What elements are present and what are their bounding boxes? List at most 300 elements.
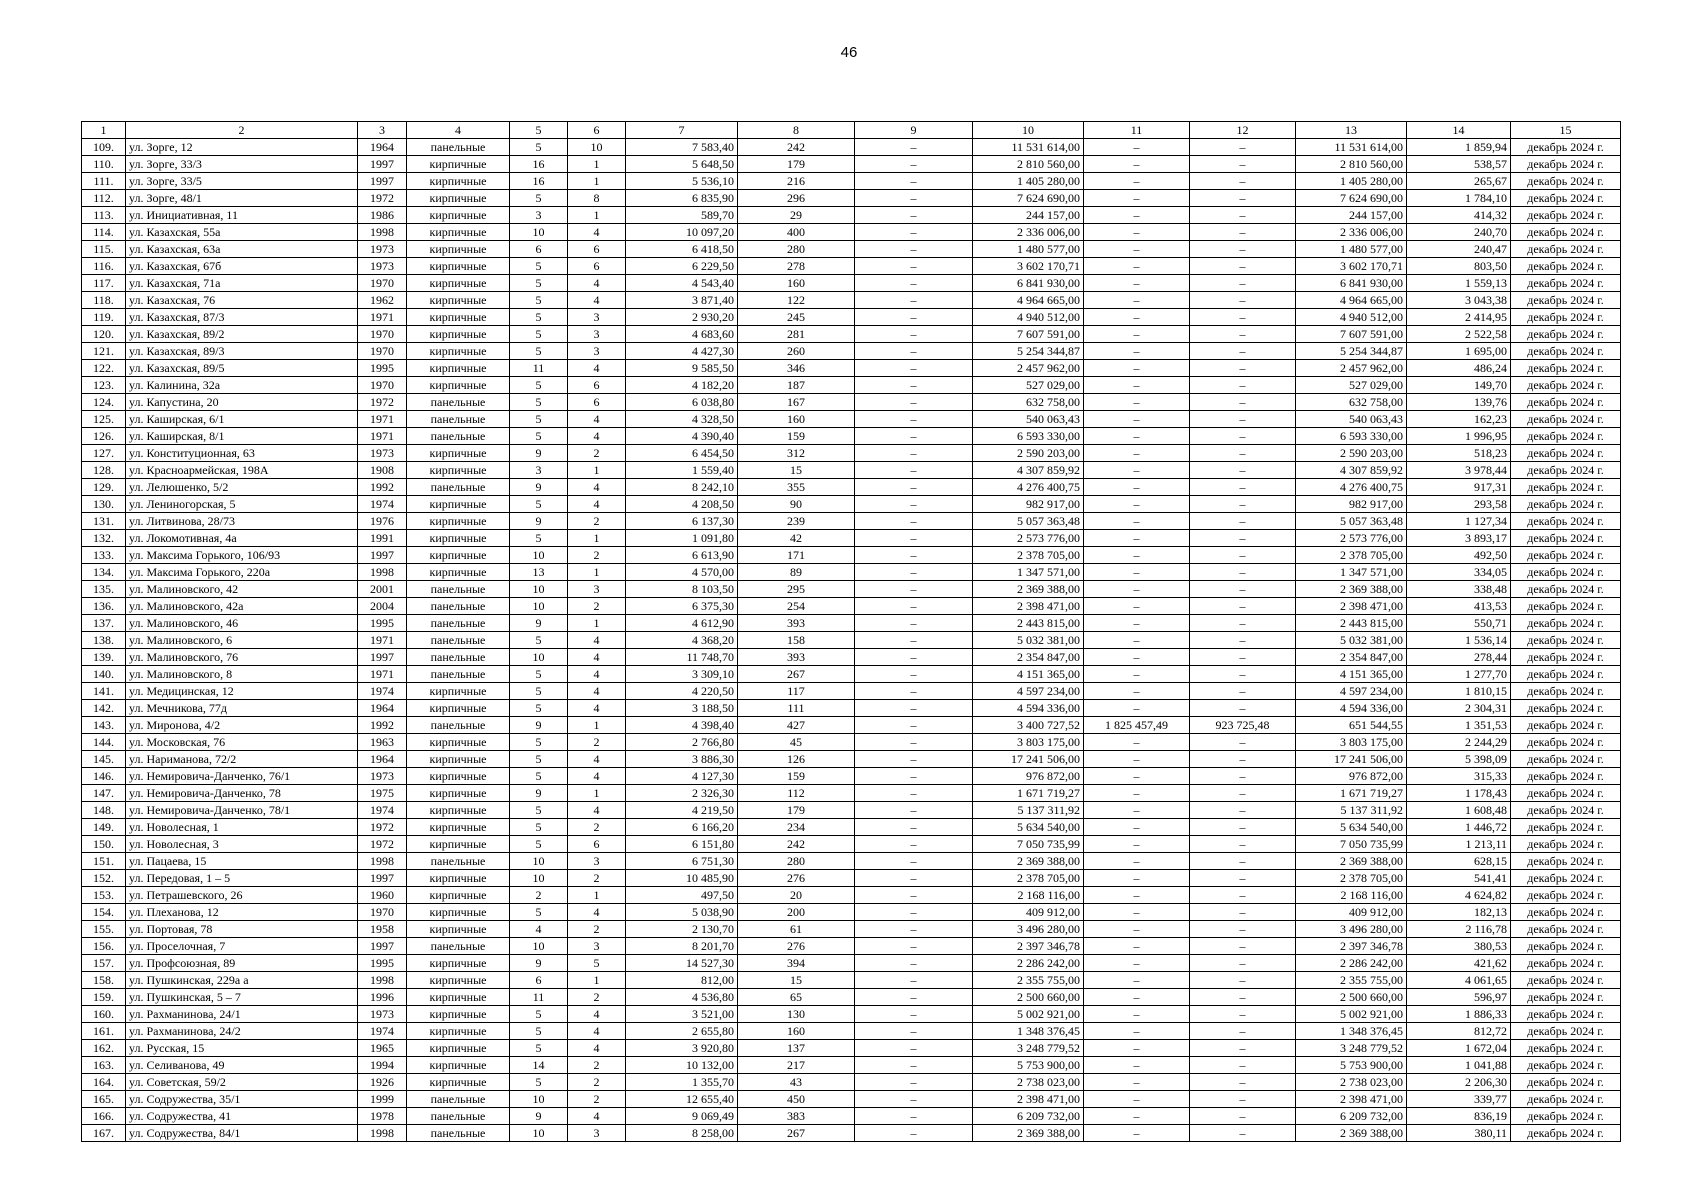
col-9-value-cell: – (855, 921, 973, 938)
col-12-value-cell: – (1190, 1006, 1296, 1023)
total-area-cell: 6 835,90 (626, 190, 738, 207)
total-cost-cell: 3 248 779,52 (973, 1040, 1084, 1057)
col-13-value-cell: 5 032 381,00 (1296, 632, 1407, 649)
table-row (82, 751, 1621, 768)
year-built-cell: 1997 (358, 870, 407, 887)
col-9-value-cell: – (855, 173, 973, 190)
total-cost-cell: 5 002 921,00 (973, 1006, 1084, 1023)
row-number-cell: 123. (82, 377, 126, 394)
entrances-cell: 1 (568, 972, 626, 989)
total-cost-cell: 1 671 719,27 (973, 785, 1084, 802)
cost-per-sqm-cell: 1 810,15 (1407, 683, 1511, 700)
col-9-value-cell: – (855, 632, 973, 649)
completion-date-cell: декабрь 2024 г. (1511, 598, 1621, 615)
entrances-cell: 6 (568, 377, 626, 394)
entrances-cell: 3 (568, 853, 626, 870)
col-12-value-cell: – (1190, 377, 1296, 394)
table-row (82, 1125, 1621, 1142)
col-11-value-cell: – (1084, 802, 1190, 819)
table-row (82, 615, 1621, 632)
total-area-cell: 3 886,30 (626, 751, 738, 768)
col-13-value-cell: 2 457 962,00 (1296, 360, 1407, 377)
year-built-cell: 1964 (358, 139, 407, 156)
entrances-cell: 3 (568, 309, 626, 326)
row-number-cell: 142. (82, 700, 126, 717)
cost-per-sqm-cell: 836,19 (1407, 1108, 1511, 1125)
entrances-cell: 1 (568, 564, 626, 581)
col-13-value-cell: 7 050 735,99 (1296, 836, 1407, 853)
completion-date-cell: декабрь 2024 г. (1511, 564, 1621, 581)
col-9-value-cell: – (855, 513, 973, 530)
cost-per-sqm-cell: 2 206,30 (1407, 1074, 1511, 1091)
total-cost-cell: 4 597 234,00 (973, 683, 1084, 700)
wall-material-cell: панельные (407, 581, 510, 598)
completion-date-cell: декабрь 2024 г. (1511, 496, 1621, 513)
col-11-value-cell: – (1084, 258, 1190, 275)
column-header-12: 12 (1190, 122, 1296, 139)
col-9-value-cell: – (855, 411, 973, 428)
completion-date-cell: декабрь 2024 г. (1511, 1074, 1621, 1091)
total-cost-cell: 632 758,00 (973, 394, 1084, 411)
wall-material-cell: кирпичные (407, 683, 510, 700)
address-cell: ул. Пушкинская, 5 – 7 (126, 989, 358, 1006)
table-body (82, 139, 1621, 1142)
residents-cell: 43 (738, 1074, 855, 1091)
table-row (82, 904, 1621, 921)
col-13-value-cell: 5 057 363,48 (1296, 513, 1407, 530)
residents-cell: 242 (738, 836, 855, 853)
col-9-value-cell: – (855, 377, 973, 394)
entrances-cell: 3 (568, 581, 626, 598)
floors-cell: 5 (510, 819, 568, 836)
col-13-value-cell: 1 671 719,27 (1296, 785, 1407, 802)
col-9-value-cell: – (855, 972, 973, 989)
col-11-value-cell: – (1084, 564, 1190, 581)
col-12-value-cell: – (1190, 768, 1296, 785)
table-row (82, 496, 1621, 513)
wall-material-cell: кирпичные (407, 445, 510, 462)
floors-cell: 16 (510, 173, 568, 190)
row-number-cell: 160. (82, 1006, 126, 1023)
column-header-3: 3 (358, 122, 407, 139)
floors-cell: 5 (510, 496, 568, 513)
year-built-cell: 1962 (358, 292, 407, 309)
col-9-value-cell: – (855, 751, 973, 768)
col-9-value-cell: – (855, 1023, 973, 1040)
floors-cell: 10 (510, 1125, 568, 1142)
col-9-value-cell: – (855, 615, 973, 632)
table-row (82, 377, 1621, 394)
total-cost-cell: 409 912,00 (973, 904, 1084, 921)
cost-per-sqm-cell: 1 996,95 (1407, 428, 1511, 445)
floors-cell: 5 (510, 326, 568, 343)
entrances-cell: 5 (568, 955, 626, 972)
cost-per-sqm-cell: 4 061,65 (1407, 972, 1511, 989)
wall-material-cell: кирпичные (407, 972, 510, 989)
table-row (82, 224, 1621, 241)
row-number-cell: 135. (82, 581, 126, 598)
col-13-value-cell: 6 593 330,00 (1296, 428, 1407, 445)
col-12-value-cell: – (1190, 989, 1296, 1006)
year-built-cell: 1970 (358, 275, 407, 292)
cost-per-sqm-cell: 628,15 (1407, 853, 1511, 870)
year-built-cell: 1974 (358, 802, 407, 819)
floors-cell: 10 (510, 547, 568, 564)
floors-cell: 9 (510, 1108, 568, 1125)
col-9-value-cell: – (855, 1006, 973, 1023)
wall-material-cell: панельные (407, 666, 510, 683)
col-9-value-cell: – (855, 275, 973, 292)
col-13-value-cell: 11 531 614,00 (1296, 139, 1407, 156)
completion-date-cell: декабрь 2024 г. (1511, 836, 1621, 853)
cost-per-sqm-cell: 917,31 (1407, 479, 1511, 496)
row-number-cell: 122. (82, 360, 126, 377)
col-9-value-cell: – (855, 190, 973, 207)
col-11-value-cell: – (1084, 921, 1190, 938)
table-row (82, 972, 1621, 989)
wall-material-cell: кирпичные (407, 768, 510, 785)
row-number-cell: 131. (82, 513, 126, 530)
wall-material-cell: кирпичные (407, 564, 510, 581)
col-9-value-cell: – (855, 530, 973, 547)
floors-cell: 16 (510, 156, 568, 173)
cost-per-sqm-cell: 338,48 (1407, 581, 1511, 598)
col-12-value-cell: – (1190, 649, 1296, 666)
col-12-value-cell: – (1190, 428, 1296, 445)
col-12-value-cell: – (1190, 564, 1296, 581)
col-12-value-cell: – (1190, 173, 1296, 190)
col-13-value-cell: 5 753 900,00 (1296, 1057, 1407, 1074)
total-area-cell: 4 219,50 (626, 802, 738, 819)
cost-per-sqm-cell: 413,53 (1407, 598, 1511, 615)
cost-per-sqm-cell: 1 608,48 (1407, 802, 1511, 819)
table-row (82, 1074, 1621, 1091)
total-area-cell: 1 559,40 (626, 462, 738, 479)
address-cell: ул. Мечникова, 77д (126, 700, 358, 717)
completion-date-cell: декабрь 2024 г. (1511, 547, 1621, 564)
total-area-cell: 8 201,70 (626, 938, 738, 955)
address-cell: ул. Русская, 15 (126, 1040, 358, 1057)
col-12-value-cell: – (1190, 139, 1296, 156)
entrances-cell: 4 (568, 802, 626, 819)
wall-material-cell: кирпичные (407, 836, 510, 853)
residents-cell: 130 (738, 1006, 855, 1023)
col-13-value-cell: 6 841 930,00 (1296, 275, 1407, 292)
total-area-cell: 2 326,30 (626, 785, 738, 802)
col-11-value-cell: – (1084, 224, 1190, 241)
cost-per-sqm-cell: 550,71 (1407, 615, 1511, 632)
year-built-cell: 1971 (358, 411, 407, 428)
wall-material-cell: панельные (407, 649, 510, 666)
col-9-value-cell: – (855, 1125, 973, 1142)
col-13-value-cell: 4 276 400,75 (1296, 479, 1407, 496)
table-row (82, 275, 1621, 292)
entrances-cell: 3 (568, 938, 626, 955)
wall-material-cell: кирпичные (407, 343, 510, 360)
col-13-value-cell: 7 607 591,00 (1296, 326, 1407, 343)
row-number-cell: 119. (82, 309, 126, 326)
col-13-value-cell: 4 307 859,92 (1296, 462, 1407, 479)
wall-material-cell: панельные (407, 853, 510, 870)
table-row (82, 530, 1621, 547)
cost-per-sqm-cell: 339,77 (1407, 1091, 1511, 1108)
table-row (82, 547, 1621, 564)
residents-cell: 111 (738, 700, 855, 717)
wall-material-cell: панельные (407, 598, 510, 615)
col-11-value-cell: – (1084, 666, 1190, 683)
residents-cell: 254 (738, 598, 855, 615)
year-built-cell: 1995 (358, 955, 407, 972)
table-row (82, 768, 1621, 785)
entrances-cell: 2 (568, 1074, 626, 1091)
table-row (82, 666, 1621, 683)
row-number-cell: 138. (82, 632, 126, 649)
total-cost-cell: 2 738 023,00 (973, 1074, 1084, 1091)
row-number-cell: 143. (82, 717, 126, 734)
completion-date-cell: декабрь 2024 г. (1511, 989, 1621, 1006)
cost-per-sqm-cell: 1 213,11 (1407, 836, 1511, 853)
table-row (82, 581, 1621, 598)
total-area-cell: 4 127,30 (626, 768, 738, 785)
col-13-value-cell: 527 029,00 (1296, 377, 1407, 394)
completion-date-cell: декабрь 2024 г. (1511, 343, 1621, 360)
col-12-value-cell: – (1190, 666, 1296, 683)
total-cost-cell: 2 354 847,00 (973, 649, 1084, 666)
cost-per-sqm-cell: 486,24 (1407, 360, 1511, 377)
table-row (82, 156, 1621, 173)
address-cell: ул. Портовая, 78 (126, 921, 358, 938)
completion-date-cell: декабрь 2024 г. (1511, 1040, 1621, 1057)
residents-cell: 171 (738, 547, 855, 564)
year-built-cell: 1997 (358, 173, 407, 190)
col-11-value-cell: – (1084, 785, 1190, 802)
completion-date-cell: декабрь 2024 г. (1511, 785, 1621, 802)
column-number-header-row (82, 122, 1621, 139)
total-cost-cell: 3 803 175,00 (973, 734, 1084, 751)
col-9-value-cell: – (855, 870, 973, 887)
residents-cell: 15 (738, 972, 855, 989)
total-cost-cell: 1 405 280,00 (973, 173, 1084, 190)
completion-date-cell: декабрь 2024 г. (1511, 462, 1621, 479)
entrances-cell: 4 (568, 1006, 626, 1023)
completion-date-cell: декабрь 2024 г. (1511, 972, 1621, 989)
residents-cell: 160 (738, 275, 855, 292)
col-13-value-cell: 2 369 388,00 (1296, 853, 1407, 870)
col-13-value-cell: 2 369 388,00 (1296, 1125, 1407, 1142)
cost-per-sqm-cell: 1 784,10 (1407, 190, 1511, 207)
row-number-cell: 155. (82, 921, 126, 938)
address-cell: ул. Селиванова, 49 (126, 1057, 358, 1074)
year-built-cell: 1971 (358, 632, 407, 649)
year-built-cell: 1999 (358, 1091, 407, 1108)
total-cost-cell: 5 634 540,00 (973, 819, 1084, 836)
address-cell: ул. Рахманинова, 24/1 (126, 1006, 358, 1023)
floors-cell: 5 (510, 292, 568, 309)
col-12-value-cell: – (1190, 615, 1296, 632)
cost-per-sqm-cell: 1 446,72 (1407, 819, 1511, 836)
column-header-1: 1 (82, 122, 126, 139)
col-11-value-cell: – (1084, 1057, 1190, 1074)
column-header-4: 4 (407, 122, 510, 139)
total-area-cell: 1 355,70 (626, 1074, 738, 1091)
address-cell: ул. Казахская, 63а (126, 241, 358, 258)
col-9-value-cell: – (855, 224, 973, 241)
table-row (82, 632, 1621, 649)
address-cell: ул. Конституционная, 63 (126, 445, 358, 462)
year-built-cell: 1974 (358, 683, 407, 700)
residents-cell: 280 (738, 241, 855, 258)
year-built-cell: 1964 (358, 700, 407, 717)
col-13-value-cell: 4 151 365,00 (1296, 666, 1407, 683)
housing-register-table (81, 121, 1621, 1142)
cost-per-sqm-cell: 1 536,14 (1407, 632, 1511, 649)
total-area-cell: 2 655,80 (626, 1023, 738, 1040)
total-area-cell: 812,00 (626, 972, 738, 989)
address-cell: ул. Нариманова, 72/2 (126, 751, 358, 768)
col-11-value-cell: – (1084, 411, 1190, 428)
col-11-value-cell: – (1084, 292, 1190, 309)
floors-cell: 5 (510, 530, 568, 547)
floors-cell: 5 (510, 683, 568, 700)
cost-per-sqm-cell: 315,33 (1407, 768, 1511, 785)
col-11-value-cell: – (1084, 836, 1190, 853)
row-number-cell: 114. (82, 224, 126, 241)
col-12-value-cell: – (1190, 156, 1296, 173)
col-9-value-cell: – (855, 683, 973, 700)
entrances-cell: 4 (568, 275, 626, 292)
total-cost-cell: 17 241 506,00 (973, 751, 1084, 768)
col-9-value-cell: – (855, 700, 973, 717)
table-row (82, 411, 1621, 428)
col-9-value-cell: – (855, 887, 973, 904)
floors-cell: 5 (510, 1006, 568, 1023)
col-12-value-cell: – (1190, 1023, 1296, 1040)
col-12-value-cell: 923 725,48 (1190, 717, 1296, 734)
col-11-value-cell: – (1084, 275, 1190, 292)
col-12-value-cell: – (1190, 921, 1296, 938)
residents-cell: 117 (738, 683, 855, 700)
entrances-cell: 8 (568, 190, 626, 207)
col-11-value-cell: – (1084, 326, 1190, 343)
col-12-value-cell: – (1190, 853, 1296, 870)
completion-date-cell: декабрь 2024 г. (1511, 615, 1621, 632)
address-cell: ул. Миронова, 4/2 (126, 717, 358, 734)
total-cost-cell: 5 254 344,87 (973, 343, 1084, 360)
col-13-value-cell: 4 940 512,00 (1296, 309, 1407, 326)
address-cell: ул. Малиновского, 8 (126, 666, 358, 683)
year-built-cell: 1960 (358, 887, 407, 904)
total-area-cell: 8 103,50 (626, 581, 738, 598)
cost-per-sqm-cell: 380,53 (1407, 938, 1511, 955)
total-cost-cell: 2 810 560,00 (973, 156, 1084, 173)
row-number-cell: 156. (82, 938, 126, 955)
row-number-cell: 149. (82, 819, 126, 836)
residents-cell: 278 (738, 258, 855, 275)
row-number-cell: 166. (82, 1108, 126, 1125)
col-13-value-cell: 1 348 376,45 (1296, 1023, 1407, 1040)
floors-cell: 6 (510, 972, 568, 989)
total-cost-cell: 540 063,43 (973, 411, 1084, 428)
cost-per-sqm-cell: 3 978,44 (1407, 462, 1511, 479)
address-cell: ул. Литвинова, 28/73 (126, 513, 358, 530)
completion-date-cell: декабрь 2024 г. (1511, 513, 1621, 530)
col-12-value-cell: – (1190, 496, 1296, 513)
row-number-cell: 136. (82, 598, 126, 615)
total-area-cell: 5 536,10 (626, 173, 738, 190)
wall-material-cell: кирпичные (407, 377, 510, 394)
column-header-10: 10 (973, 122, 1084, 139)
entrances-cell: 1 (568, 717, 626, 734)
col-13-value-cell: 5 137 311,92 (1296, 802, 1407, 819)
table-row (82, 938, 1621, 955)
address-cell: ул. Зорге, 33/3 (126, 156, 358, 173)
col-11-value-cell: – (1084, 632, 1190, 649)
residents-cell: 245 (738, 309, 855, 326)
col-12-value-cell: – (1190, 751, 1296, 768)
col-11-value-cell: – (1084, 462, 1190, 479)
table-row (82, 445, 1621, 462)
wall-material-cell: панельные (407, 632, 510, 649)
col-11-value-cell: – (1084, 1006, 1190, 1023)
cost-per-sqm-cell: 182,13 (1407, 904, 1511, 921)
cost-per-sqm-cell: 139,76 (1407, 394, 1511, 411)
residents-cell: 158 (738, 632, 855, 649)
col-13-value-cell: 2 378 705,00 (1296, 870, 1407, 887)
completion-date-cell: декабрь 2024 г. (1511, 411, 1621, 428)
col-12-value-cell: – (1190, 258, 1296, 275)
col-13-value-cell: 1 480 577,00 (1296, 241, 1407, 258)
year-built-cell: 1926 (358, 1074, 407, 1091)
year-built-cell: 1978 (358, 1108, 407, 1125)
col-9-value-cell: – (855, 156, 973, 173)
col-9-value-cell: – (855, 394, 973, 411)
col-12-value-cell: – (1190, 275, 1296, 292)
year-built-cell: 1908 (358, 462, 407, 479)
col-13-value-cell: 4 597 234,00 (1296, 683, 1407, 700)
col-11-value-cell: – (1084, 819, 1190, 836)
completion-date-cell: декабрь 2024 г. (1511, 904, 1621, 921)
completion-date-cell: декабрь 2024 г. (1511, 139, 1621, 156)
wall-material-cell: панельные (407, 394, 510, 411)
col-11-value-cell: – (1084, 887, 1190, 904)
completion-date-cell: декабрь 2024 г. (1511, 530, 1621, 547)
table-row (82, 462, 1621, 479)
floors-cell: 5 (510, 258, 568, 275)
floors-cell: 3 (510, 462, 568, 479)
row-number-cell: 148. (82, 802, 126, 819)
col-11-value-cell: – (1084, 683, 1190, 700)
total-cost-cell: 5 753 900,00 (973, 1057, 1084, 1074)
completion-date-cell: декабрь 2024 г. (1511, 666, 1621, 683)
floors-cell: 5 (510, 1074, 568, 1091)
row-number-cell: 159. (82, 989, 126, 1006)
address-cell: ул. Московская, 76 (126, 734, 358, 751)
address-cell: ул. Зорге, 48/1 (126, 190, 358, 207)
col-13-value-cell: 982 917,00 (1296, 496, 1407, 513)
col-9-value-cell: – (855, 666, 973, 683)
col-9-value-cell: – (855, 139, 973, 156)
col-9-value-cell: – (855, 1040, 973, 1057)
col-12-value-cell: – (1190, 1040, 1296, 1057)
col-11-value-cell: – (1084, 1108, 1190, 1125)
table-row (82, 683, 1621, 700)
row-number-cell: 115. (82, 241, 126, 258)
address-cell: ул. Пацаева, 15 (126, 853, 358, 870)
col-9-value-cell: – (855, 292, 973, 309)
year-built-cell: 1986 (358, 207, 407, 224)
total-area-cell: 3 309,10 (626, 666, 738, 683)
col-9-value-cell: – (855, 496, 973, 513)
